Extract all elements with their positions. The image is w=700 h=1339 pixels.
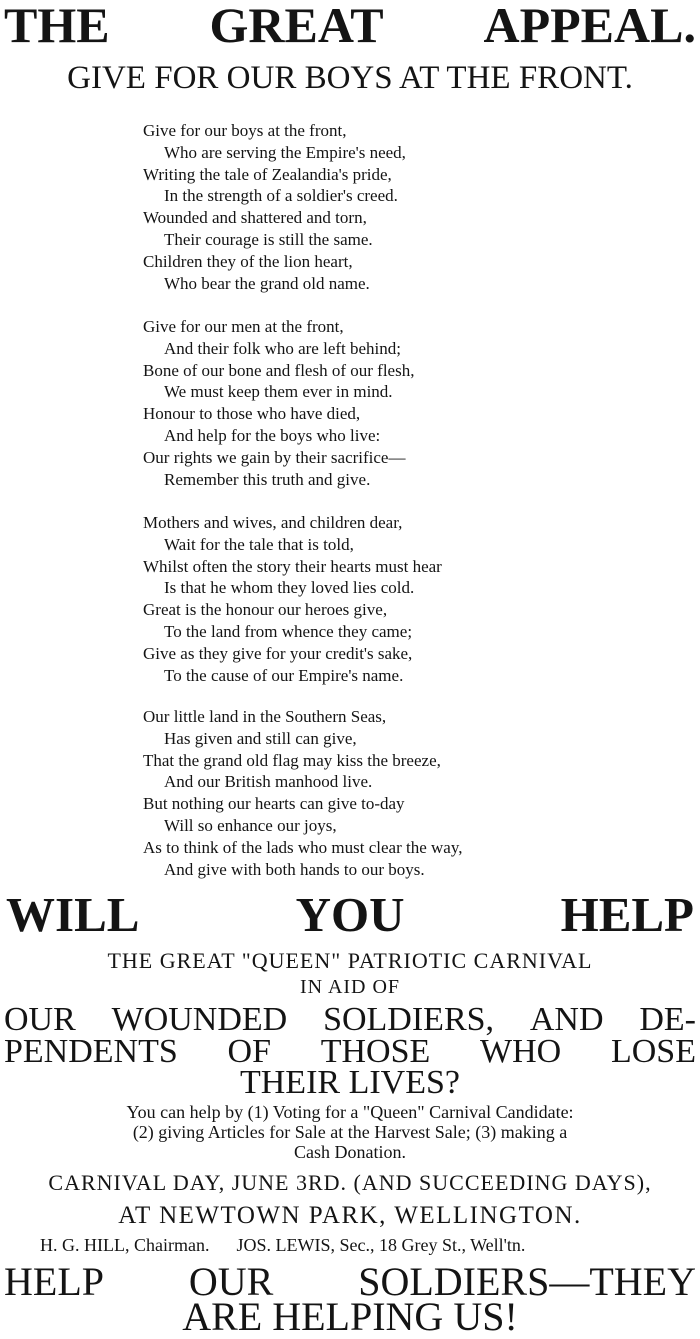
- poem-line: Will so enhance our joys,: [164, 815, 337, 835]
- poem-line: Who are serving the Empire's need,: [164, 142, 406, 162]
- ways-line-3: Cash Donation.: [294, 1142, 406, 1162]
- closing-word: HELP: [4, 1259, 104, 1304]
- poem-line: As to think of the lads who must clear the way,: [143, 837, 463, 857]
- cause-word: DE-: [639, 1001, 696, 1038]
- poem-line: That the grand old flag may kiss the breeze,: [143, 750, 441, 770]
- poem-line: Great is the honour our heroes give,: [143, 600, 388, 620]
- cause-word: PENDENTS: [4, 1033, 178, 1070]
- heading-word: YOU: [295, 887, 405, 942]
- headline-word: APPEAL.: [483, 0, 696, 53]
- poem-line: Wait for the tale that is told,: [164, 534, 354, 554]
- will-you-help-heading: [0, 887, 700, 942]
- heading-word: WILL: [6, 887, 140, 942]
- poem-line: But nothing our hearts can give to-day: [143, 794, 405, 814]
- poem-line: Wounded and shattered and torn,: [143, 208, 367, 228]
- poem-line: Our rights we gain by their sacrifice—: [143, 447, 406, 467]
- poem-line: To the land from whence they came;: [164, 621, 413, 641]
- carnival-day: CARNIVAL DAY, JUNE 3RD. (AND SUCCEEDING DAYS),: [48, 1170, 652, 1195]
- poem-line: In the strength of a soldier's creed.: [164, 186, 398, 206]
- poem-line: And help for the boys who live:: [164, 425, 381, 445]
- poem-line: And our British manhood live.: [164, 772, 373, 792]
- poem-stanza-3: [143, 512, 442, 686]
- cause-word: SOLDIERS,: [323, 1001, 495, 1038]
- cause-word: LOSE: [610, 1033, 696, 1070]
- poem-line: Writing the tale of Zealandia's pride,: [143, 164, 392, 184]
- cause-word: WOUNDED: [111, 1001, 288, 1038]
- poem-stanza-4: [143, 706, 462, 880]
- cause-word: OF: [227, 1033, 271, 1070]
- venue: AT NEWTOWN PARK, WELLINGTON.: [118, 1202, 582, 1229]
- closing-line-2: ARE HELPING US!: [182, 1294, 518, 1339]
- headline: [0, 0, 700, 53]
- cause-word: OUR: [4, 1001, 76, 1038]
- poem-line: Mothers and wives, and children dear,: [143, 513, 403, 532]
- chairman: H. G. HILL, Chairman.: [40, 1235, 210, 1255]
- poem-stanza-2: [143, 316, 414, 490]
- poem-line: Give for our boys at the front,: [143, 121, 347, 140]
- secretary: JOS. LEWIS, Sec., 18 Grey St., Well'tn.: [236, 1235, 526, 1255]
- cause-word: THOSE: [320, 1033, 431, 1070]
- cause-line-1: [0, 1003, 700, 1037]
- cause-word: WHO: [480, 1033, 562, 1070]
- poem-line: Has given and still can give,: [164, 728, 357, 748]
- poem-line: Honour to those who have died,: [143, 404, 361, 424]
- heading-word: HELP: [560, 887, 694, 942]
- poem-line: Their courage is still the same.: [164, 229, 373, 249]
- subheadline: GIVE FOR OUR BOYS AT THE FRONT.: [67, 60, 633, 96]
- poem-line: And their folk who are left behind;: [164, 338, 401, 358]
- cause-word: AND: [529, 1001, 604, 1038]
- poem-line: Who bear the grand old name.: [164, 273, 370, 293]
- poem-line: To the cause of our Empire's name.: [164, 665, 404, 685]
- closing-word: SOLDIERS—THEY: [358, 1259, 696, 1304]
- poem-line: Is that he whom they loved lies cold.: [164, 578, 415, 598]
- ways-line-2: (2) giving Articles for Sale at the Harvest Sale; (3) making a: [132, 1122, 568, 1142]
- poem-line: Whilst often the story their hearts must hear: [143, 556, 442, 576]
- poem-line: Our little land in the Southern Seas,: [143, 707, 387, 726]
- poem-line: Bone of our bone and flesh of our flesh,: [143, 360, 415, 380]
- ways-line-1: You can help by (1) Voting for a "Queen" Carnival Candidate:: [126, 1102, 574, 1122]
- signatories: [0, 1236, 700, 1254]
- headline-word: GREAT: [209, 0, 384, 53]
- closing-word: OUR: [188, 1259, 274, 1304]
- in-aid-of: IN AID OF: [299, 976, 401, 998]
- poem-stanza-1: [143, 120, 406, 294]
- poem-line: Children they of the lion heart,: [143, 251, 353, 271]
- poem-line: Give for our men at the front,: [143, 317, 344, 336]
- cause-line-3: THEIR LIVES?: [239, 1064, 460, 1101]
- poem-line: We must keep them ever in mind.: [164, 382, 393, 402]
- poem-line: Give as they give for your credit's sake,: [143, 643, 413, 663]
- carnival-line: THE GREAT "QUEEN" PATRIOTIC CARNIVAL: [107, 948, 593, 973]
- headline-word: THE: [4, 0, 110, 53]
- poem-line: And give with both hands to our boys.: [164, 859, 425, 879]
- poem-line: Remember this truth and give.: [164, 469, 371, 489]
